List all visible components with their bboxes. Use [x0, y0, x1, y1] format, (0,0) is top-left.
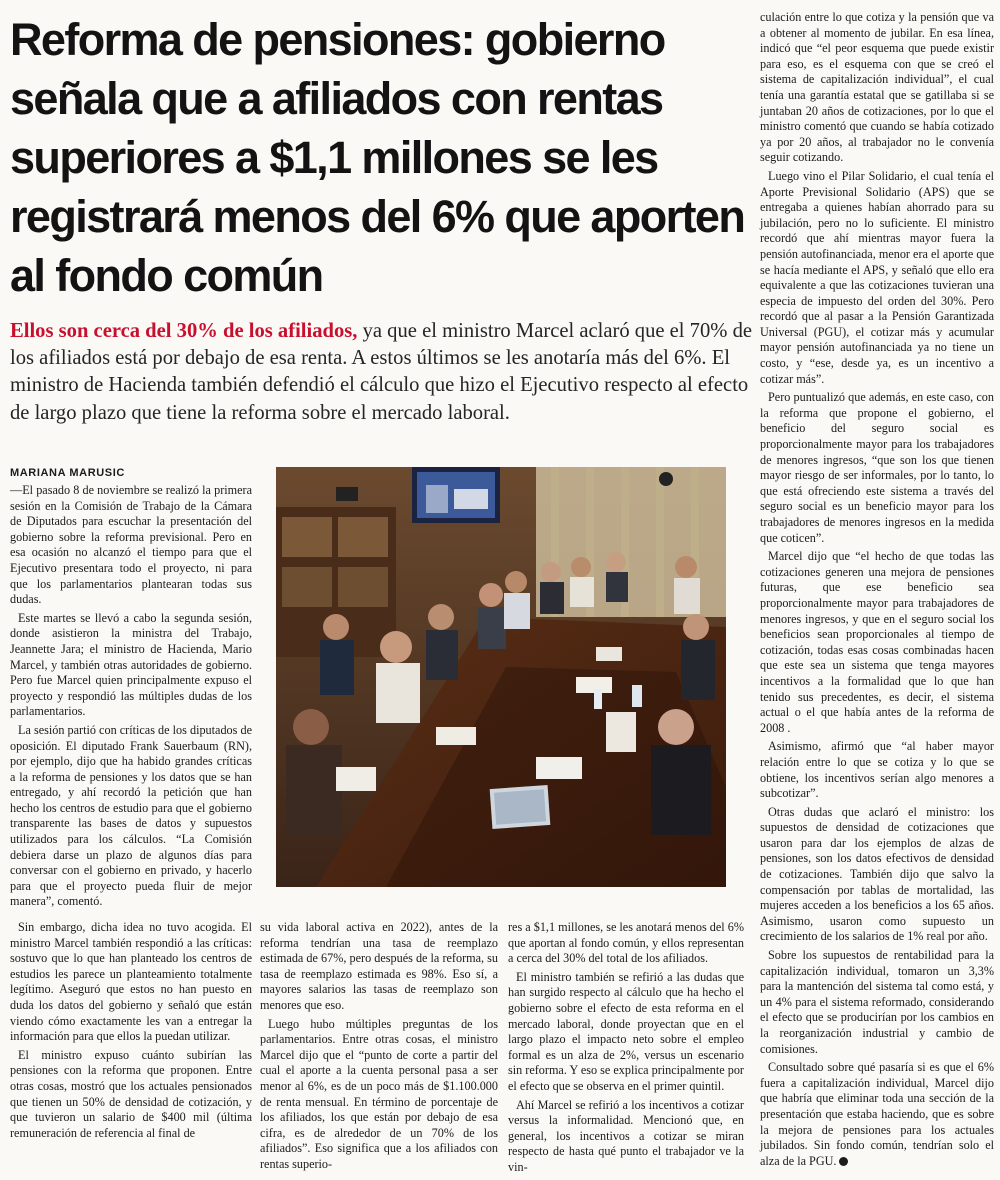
session-photo-illustration: [276, 467, 726, 887]
lead-paragraph: [10, 318, 755, 427]
paragraph: —El pasado 8 de noviembre se realizó la primera sesión en la Comisión de Trabajo de la Cámara de Diputados para escuchar la presentación del gobierno sobre la reforma previsional. Pero en esa ocasión no alcanzó el tiempo para que el Ejecutivo presentara todo el proyecto, ni para que los parlamentarios plantearan todas sus dudas.: [10, 483, 252, 607]
paragraph: Marcel dijo que “el hecho de que todas las cotizaciones generen una mejora de pensiones futuras, que ese beneficio sea proporcionalmente mayor para trabajadores de menores ingresos, y que en el seguro social los beneficios sean proporcionales al tiempo de cotización, todas esas cosas combinadas hacen que este sea un sistema que tenga mayores incentivos a la formalidad que lo que han tenido sus precedentes, es decir, el sistema actual o el que había antes de la reforma de 2008 .: [760, 549, 994, 735]
body-column-4: [760, 10, 994, 1169]
headline: Reforma de pensiones: gobierno señala que a afiliados con rentas superiores a $1,1 millones se les registrará menos del 6% que aporten al fondo común: [10, 14, 745, 301]
paragraph: El ministro expuso cuánto subirían las pensiones con la reforma que proponen. Entre otras cosas, mostró que los actuales pensionados que tienen un 50% de densidad de cotización, y que tuvieron un salario de $400 mil (última remuneración de referencia al final de: [10, 1047, 252, 1140]
body-column-1: [10, 483, 252, 910]
paragraph: [760, 1060, 994, 1169]
session-photo: [276, 467, 726, 887]
paragraph: Luego vino el Pilar Solidario, el cual tenía el Aporte Previsional Solidario (APS) que se entregaba a quienes habían ahorrado para su jubilación, pero no lo suficiente. El ministro recordó que ahí mientras mayor fuera la pensión autofinanciada, menor era el aporte que se hacía mediante el APS, y señaló que ello era equivalente a que las cotizaciones tuvieran una especia de impuesto del orden del 30%. Pero recordó que al pasar a la Pensión Garantizada Universal (PGU), el cotizar más y acumular mayor pensión autofinanciada ya no tiene un costo, y “ese, desde ya, es un incentivo a cotizar más”.: [760, 168, 994, 386]
body-column-3: [508, 920, 744, 1176]
lead-text: ya que el ministro Marcel aclaró que el 70% de los afiliados está por debajo de esa renta. A estos últimos se les anotaría más del 6%. El ministro de Hacienda también defendió el cálculo que hizo el Ejecutivo respecto al efecto de largo plazo que tiene la reforma sobre el mercado laboral.: [10, 320, 753, 424]
paragraph: Ahí Marcel se refirió a los incentivos a cotizar versus la informalidad. Mencionó que, en general, los incentivos a cotizar se miran respecto de hasta qué punto el trabajador ve la vin-: [508, 1097, 744, 1174]
paragraph: Otras dudas que aclaró el ministro: los supuestos de densidad de cotizaciones que usaron para dar los ejemplos de alzas de pensiones, son los datos efectivos de densidad de cotizaciones. También dijo que salvo la compensación por tablas de mortalidad, las mujeres acceden a los beneficios a los 65 años. Asimismo, usaron como supuesto un crecimiento de los salarios de 1% real por año.: [760, 804, 994, 944]
body-column-2: [260, 920, 498, 1173]
paragraph: El ministro también se refirió a las dudas que han surgido respecto al cálculo que ha hecho el gobierno sobre el efecto de esta reforma en el mercado laboral, donde proyectan que en el largo plazo el impacto neto sobre el empleo formal es un alza de 2%, versus un escenario sin reforma. Y eso se explica principalmente por el efecto que se observa en el primer quintil.: [508, 969, 744, 1093]
paragraph: Este martes se llevó a cabo la segunda sesión, donde asistieron la ministra del Trabajo, Jeannette Jara; el ministro de Hacienda, Mario Marcel, y también otras autoridades de gobierno. Pero fue Marcel quien principalmente expuso el proyecto y respondió las múltiples dudas de los parlamentarios.: [10, 610, 252, 719]
paragraph: Sobre los supuestos de rentabilidad para la capitalización individual, tomaron un 3,3% para la mantención del sistema tal como está, y un 4% para el sistema reformado, considerando el efecto que se producirían por los cambios en la reorganización industrial y cambio de comisiones.: [760, 948, 994, 1056]
paragraph: Sin embargo, dicha idea no tuvo acogida. El ministro Marcel también respondió a las críticas: sostuvo que lo que han planteado los centros de estudios les parece un planteamiento totalmente legítimo. Aseguró que estos no han puesto en duda los datos del gobierno y señaló que están viendo cómo exactamente les van a entregar la información para que ellos la puedan utilizar.: [10, 920, 252, 1044]
paragraph: Pero puntualizó que además, en este caso, con la reforma que propone el gobierno, el beneficio del seguro social es proporcionalmente mayor para los trabajadores de menores ingresos, “que son los que tienen mayor riesgo de ser informales, por lo tanto, lo que está ofreciendo este sistema a través del seguro social es un beneficio mayor para los trabajadores de menores ingresos en la medida que coticen”.: [760, 390, 994, 545]
paragraph: Luego hubo múltiples preguntas de los parlamentarios. Entre otras cosas, el ministro Marcel dijo que el “punto de corte a partir del cual el aporte a la cuenta personal pasa a ser menor al 6%, es de un poco más de $1.100.000 de renta mensual. En término de porcentaje de los afiliados, los que están por debajo de esa cifra, es de alrededor de un 70% de los afiliados”. Eso significa que a los afiliados con rentas superio-: [260, 1016, 498, 1171]
paragraph: culación entre lo que cotiza y la pensión que va a obtener al momento de jubilar. En esa línea, indicó que “el peor esquema que puede existir para eso, es el esquema con que se creó el sistema de capitalización individual”, el cual tenía una garantía estatal que se gatillaba si se juntaban 20 años de cotizaciones, por lo que el ministro comentó que cuando se había cotizado ya por 20 años, al trabajador no le convenía seguir cotizando.: [760, 10, 994, 165]
byline: MARIANA MARUSIC: [10, 467, 125, 479]
body-column-1-bottom: [10, 920, 252, 1141]
lead-highlight: Ellos son cerca del 30% de los afiliados,: [10, 320, 358, 342]
paragraph: La sesión partió con críticas de los diputados de oposición. El diputado Frank Sauerbaum (RN), por ejemplo, dijo que ha habido grandes críticas a la reforma de pensiones y los datos que se han entregado, y ahí recordó la petición que han hecho los centros de estudio para que el gobierno transparente las bases de datos y supuestos utilizados para los cálculos. “La Comisión debiera darse un plazo de algunos días para conversar con el gobierno en privado, y hacerlo para que el proyecto pueda fluir de mejor manera”, comentó.: [10, 722, 252, 909]
paragraph: Asimismo, afirmó que “al haber mayor relación entre lo que se cotiza y lo que se obtiene, los incentivos serían algo menores a subcotizar”.: [760, 739, 994, 801]
paragraph: res a $1,1 millones, se les anotará menos del 6% que aportan al fondo común, y ellos representan a cerca del 30% del total de los afiliados.: [508, 920, 744, 966]
paragraph-text: Consultado sobre qué pasaría si es que el 6% fuera a capitalización individual, Marcel dijo que habría que eliminar toda una sección de la presentación que estaba haciendo, que es sobre la mejora de pensiones para los actuales jubilados. Sin fondo común, tendrían solo el alza de la PGU.: [760, 1060, 994, 1168]
end-of-article-icon: [839, 1157, 848, 1166]
paragraph: su vida laboral activa en 2022), antes de la reforma tendrían una tasa de reemplazo estimada de 67%, pero después de la reforma, su tasa de reemplazo estimada es 98%. Eso sí, a mayores salarios las tasas de reemplazo son menores que eso.: [260, 920, 498, 1012]
